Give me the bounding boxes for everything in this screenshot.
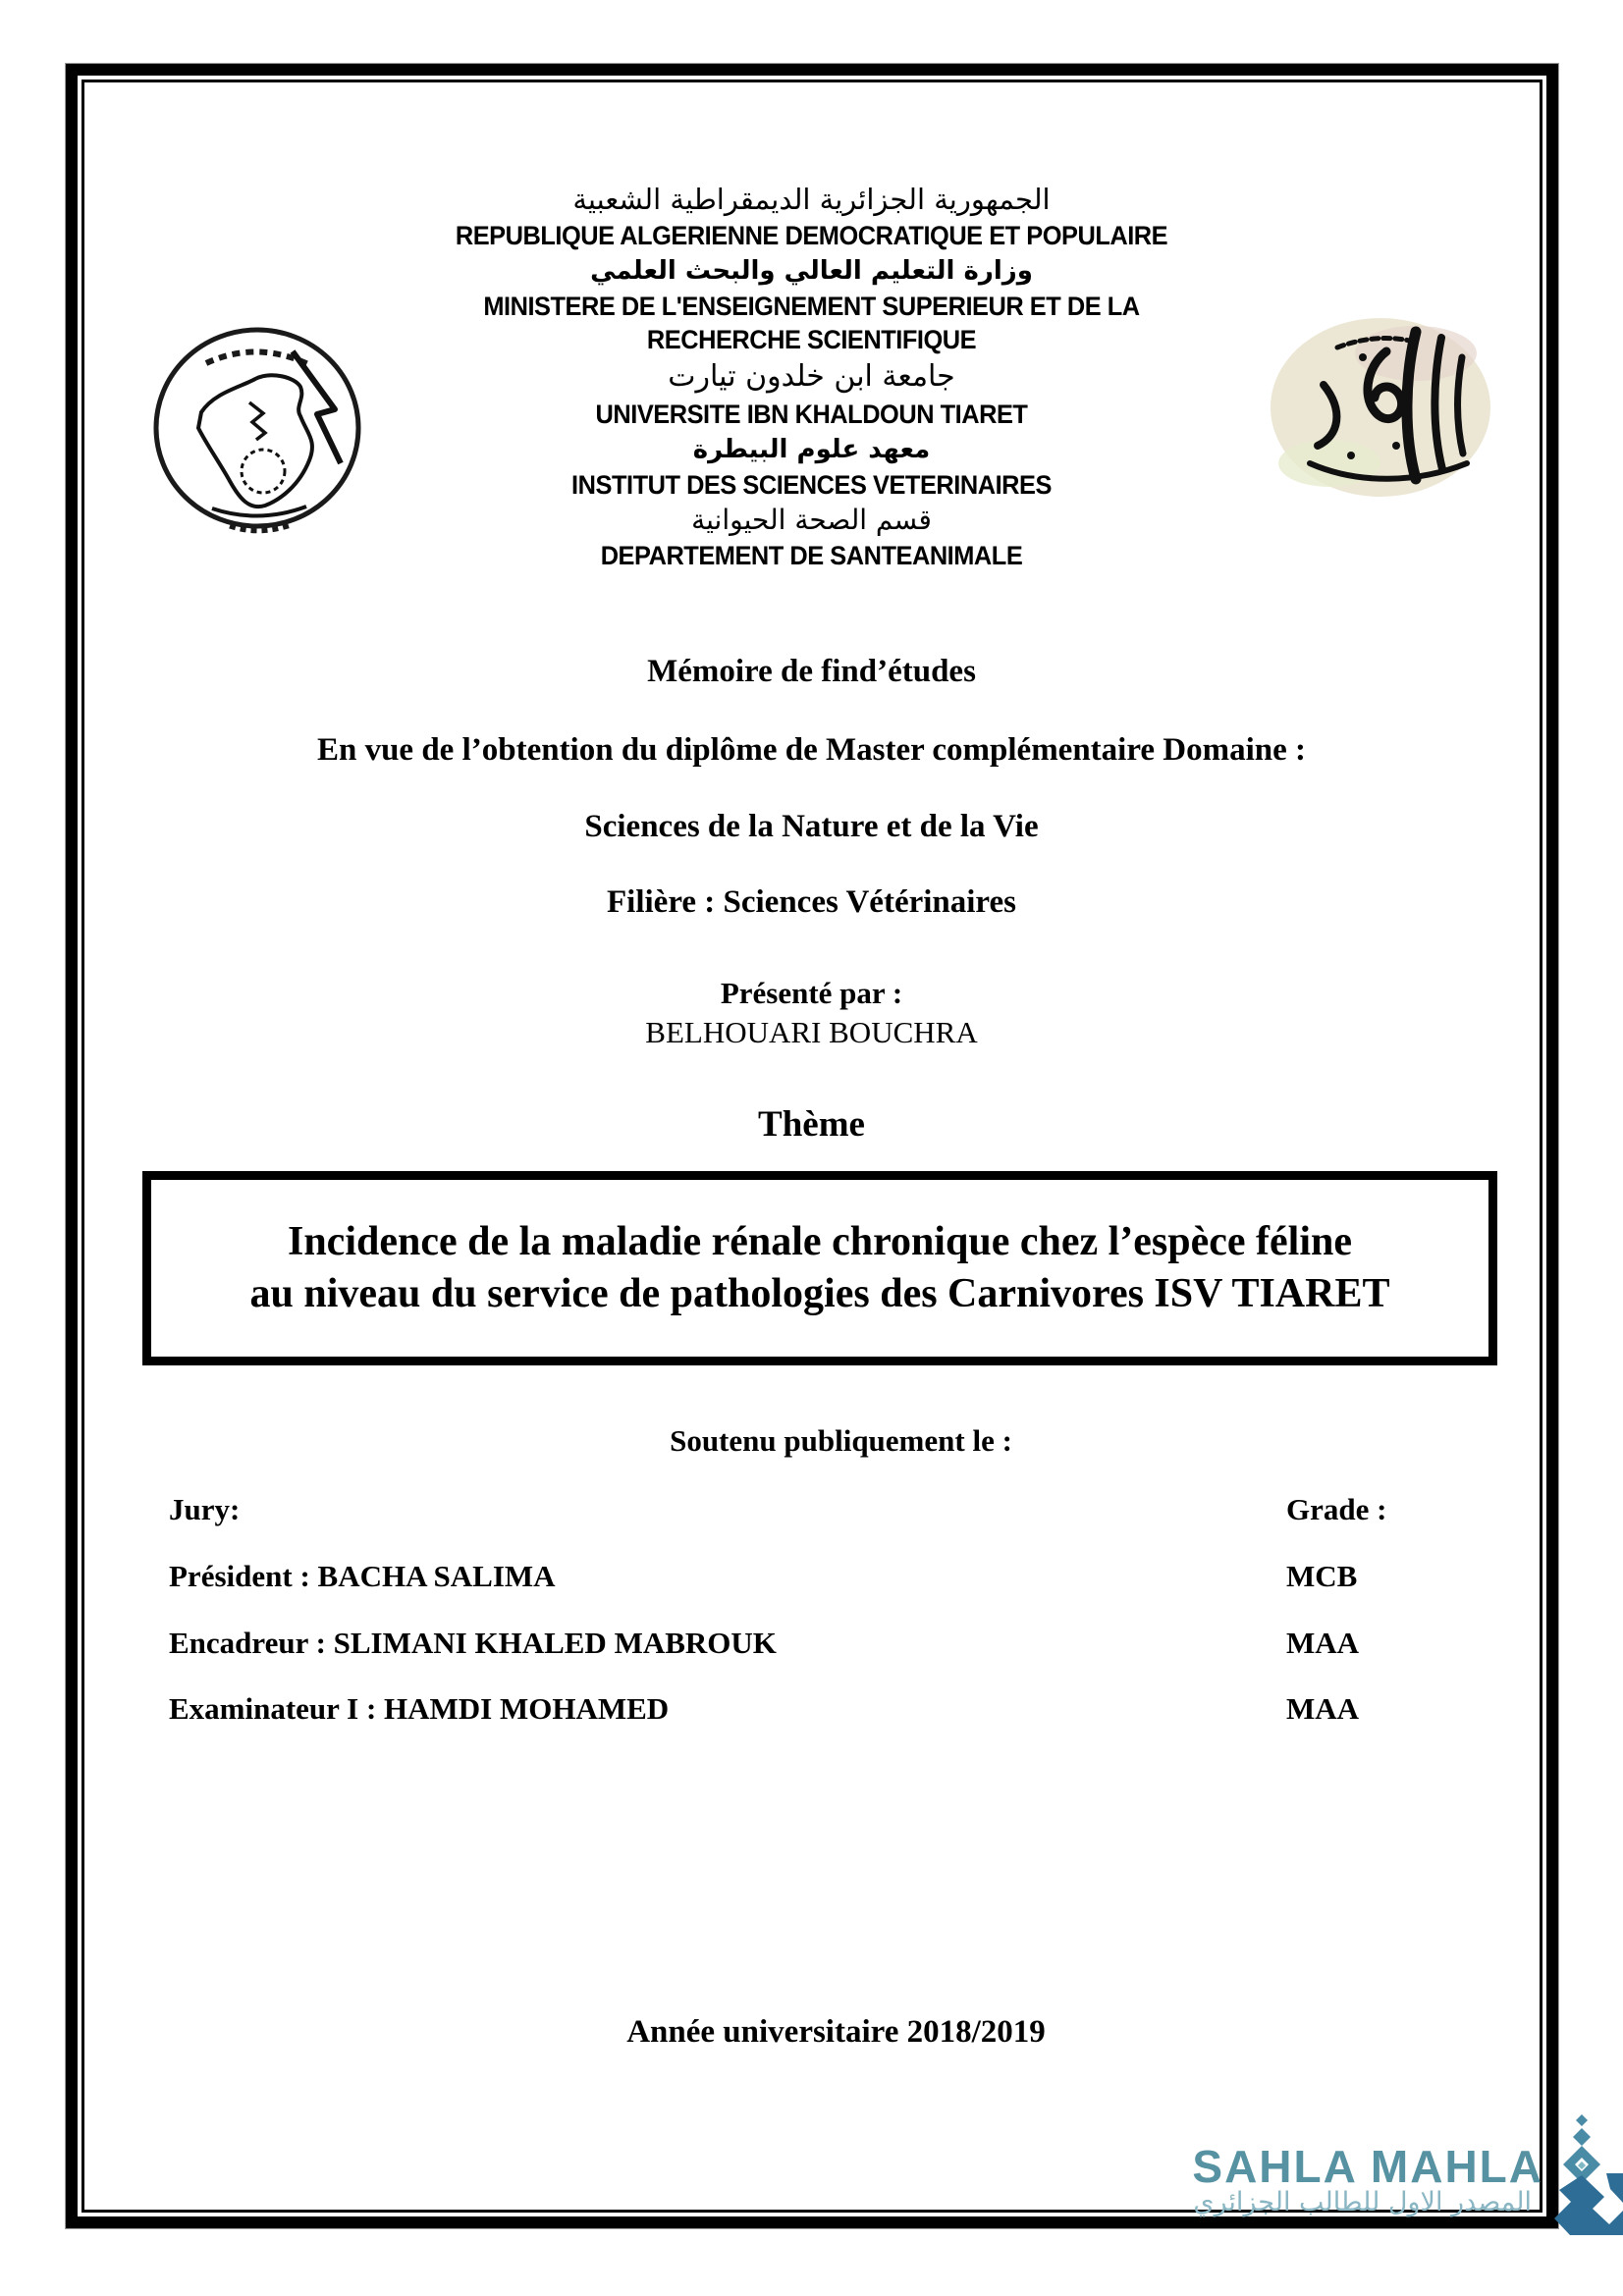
department-name-french: DEPARTEMENT DE SANTEANIMALE <box>600 541 1023 570</box>
academic-year: Année universitaire 2018/2019 <box>626 2014 1046 2050</box>
memoire-title: Mémoire de find’études <box>647 654 976 689</box>
presented-by-label: Présenté par : <box>720 976 903 1010</box>
jury-row-encadreur <box>169 1626 1544 1661</box>
jury-row-president <box>169 1559 1544 1594</box>
jury-row-examinateur <box>169 1691 1544 1727</box>
objective-line: En vue de l’obtention du diplôme de Master complémentaire Domaine : <box>316 732 1307 768</box>
university-name-arabic: جامعة ابن خلدون تيارت <box>668 359 955 394</box>
jury-role-name: Président : BACHA SALIMA <box>169 1559 556 1593</box>
ibn-khaldoun-university-seal-icon <box>1269 316 1492 503</box>
ministry-name-french-line2: RECHERCHE SCIENTIFIQUE <box>646 325 977 354</box>
university-name-french: UNIVERSITE IBN KHALDOUN TIARET <box>595 400 1028 429</box>
department-name-arabic: قسم الصحة الحيوانية <box>691 504 932 536</box>
ministry-name-arabic: وزارة التعليم العالي والبحث العلمي <box>590 256 1033 286</box>
veterinary-institute-seal-icon <box>147 316 368 547</box>
jury-role-name: Encadreur : SLIMANI KHALED MABROUK <box>169 1626 777 1660</box>
jury-grade: MCB <box>1286 1559 1358 1593</box>
thesis-title-line1: Incidence de la maladie rénale chronique chez l’espèce féline <box>287 1219 1353 1264</box>
thesis-title-box <box>142 1171 1497 1365</box>
theme-label: Thème <box>758 1104 865 1145</box>
jury-role-name: Examinateur I : HAMDI MOHAMED <box>169 1691 670 1726</box>
jury-grade: MAA <box>1286 1626 1360 1660</box>
sahla-mahla-logo-icon <box>1552 2112 1623 2235</box>
ministry-name-french-line1: MINISTERE DE L'ENSEIGNEMENT SUPERIEUR ET DE LA <box>483 292 1140 321</box>
filiere-line: Filière : Sciences Vétérinaires <box>607 884 1016 920</box>
grade-label: Grade : <box>1286 1492 1387 1526</box>
sahla-mahla-brand-text: SAHLA MAHLA <box>1192 2141 1543 2192</box>
domain-line: Sciences de la Nature et de la Vie <box>584 809 1039 844</box>
jury-header-row <box>169 1492 1544 1527</box>
jury-grade: MAA <box>1286 1691 1360 1726</box>
institute-name-arabic: معهد علوم البيطرة <box>692 435 931 464</box>
republic-name-arabic: الجمهورية الجزائرية الديمقراطية الشعبية <box>572 183 1051 216</box>
jury-label: Jury: <box>169 1492 241 1526</box>
defense-date-line: Soutenu publiquement le : <box>670 1423 1012 1458</box>
author-name: BELHOUARI BOUCHRA <box>645 1015 978 1049</box>
republic-name-french: REPUBLIQUE ALGERIENNE DEMOCRATIQUE ET POPULAIRE <box>455 221 1168 250</box>
institute-name-french: INSTITUT DES SCIENCES VETERINAIRES <box>571 470 1052 500</box>
sahla-mahla-tagline-arabic: المصدر الاول للطالب الجزائري <box>1193 2187 1532 2217</box>
thesis-title-line2: au niveau du service de pathologies des Carnivores ISV TIARET <box>249 1271 1390 1316</box>
